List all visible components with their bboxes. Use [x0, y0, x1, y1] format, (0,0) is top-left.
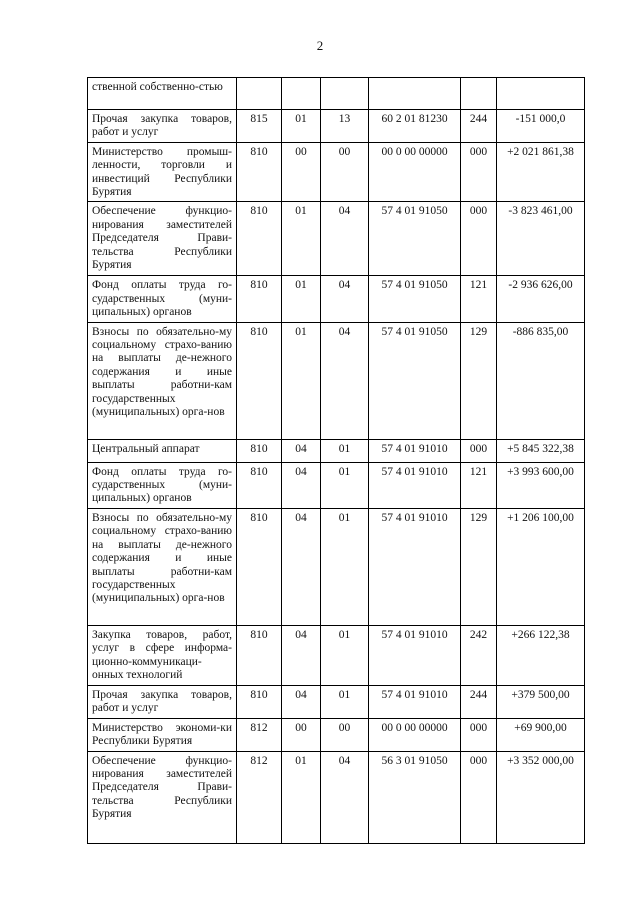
table-row	[88, 142, 585, 202]
row-amount: +1 206 100,00	[497, 508, 585, 625]
row-section: 00	[282, 142, 321, 202]
row-ministry-code: 810	[237, 202, 282, 276]
row-name: Министерство промыш-ленности, торговли и инвестиций Республики Бурятия	[88, 142, 237, 202]
row-amount: +3 993 600,00	[497, 462, 585, 508]
row-subsection: 01	[321, 508, 369, 625]
row-subsection: 04	[321, 322, 369, 439]
row-ministry-code	[237, 78, 282, 110]
table-row	[88, 202, 585, 276]
row-section: 01	[282, 110, 321, 143]
row-name: Взносы по обязательно-му социальному страхо-ванию на выплаты де-нежного содержания и иные выплаты работни-кам государственных (муниципальных) орга-нов	[88, 508, 237, 625]
row-name: Прочая закупка товаров, работ и услуг	[88, 685, 237, 718]
row-target-code: 57 4 01 91010	[369, 685, 461, 718]
row-ministry-code: 810	[237, 322, 282, 439]
row-expense-type: 000	[461, 142, 497, 202]
table-row	[88, 462, 585, 508]
row-section: 01	[282, 751, 321, 843]
row-expense-type: 000	[461, 202, 497, 276]
row-amount: +2 021 861,38	[497, 142, 585, 202]
budget-table	[87, 77, 585, 844]
row-amount: -886 835,00	[497, 322, 585, 439]
row-section: 01	[282, 322, 321, 439]
row-ministry-code: 810	[237, 439, 282, 462]
row-amount: +5 845 322,38	[497, 439, 585, 462]
page-number: 2	[316, 38, 324, 53]
row-expense-type: 129	[461, 508, 497, 625]
table-row	[88, 625, 585, 685]
row-section: 04	[282, 685, 321, 718]
row-section	[282, 78, 321, 110]
row-name: Фонд оплаты труда го-сударственных (муни-ципальных) органов	[88, 462, 237, 508]
table-row	[88, 78, 585, 110]
row-target-code: 57 4 01 91010	[369, 439, 461, 462]
table-row	[88, 322, 585, 439]
row-target-code: 00 0 00 00000	[369, 142, 461, 202]
row-subsection: 13	[321, 110, 369, 143]
row-expense-type: 000	[461, 718, 497, 751]
row-amount: +379 500,00	[497, 685, 585, 718]
row-amount: -2 936 626,00	[497, 276, 585, 322]
row-subsection: 04	[321, 751, 369, 843]
row-target-code: 57 4 01 91010	[369, 462, 461, 508]
row-ministry-code: 810	[237, 508, 282, 625]
row-section: 01	[282, 202, 321, 276]
row-target-code: 56 3 01 91050	[369, 751, 461, 843]
row-target-code	[369, 78, 461, 110]
row-amount: +69 900,00	[497, 718, 585, 751]
row-name: Фонд оплаты труда го-сударственных (муни-ципальных) органов	[88, 276, 237, 322]
row-subsection: 00	[321, 718, 369, 751]
row-ministry-code: 810	[237, 276, 282, 322]
row-section: 04	[282, 625, 321, 685]
row-target-code: 60 2 01 81230	[369, 110, 461, 143]
row-ministry-code: 812	[237, 751, 282, 843]
row-section: 04	[282, 439, 321, 462]
row-expense-type: 244	[461, 110, 497, 143]
row-name: Прочая закупка товаров, работ и услуг	[88, 110, 237, 143]
row-ministry-code: 810	[237, 685, 282, 718]
row-name: Обеспечение функцио-нирования заместителей Председателя Прави-тельства Республики Бурятия	[88, 202, 237, 276]
row-target-code: 57 4 01 91010	[369, 508, 461, 625]
row-section: 00	[282, 718, 321, 751]
row-expense-type: 000	[461, 751, 497, 843]
row-target-code: 57 4 01 91050	[369, 202, 461, 276]
row-name: ственной собственно-стью	[88, 78, 237, 110]
row-amount: -3 823 461,00	[497, 202, 585, 276]
row-subsection: 01	[321, 685, 369, 718]
table-row	[88, 718, 585, 751]
row-amount: +3 352 000,00	[497, 751, 585, 843]
table-row	[88, 276, 585, 322]
row-ministry-code: 810	[237, 625, 282, 685]
table-row	[88, 751, 585, 843]
row-subsection	[321, 78, 369, 110]
row-expense-type: 000	[461, 439, 497, 462]
row-expense-type: 244	[461, 685, 497, 718]
row-section: 04	[282, 462, 321, 508]
row-amount	[497, 78, 585, 110]
row-target-code: 00 0 00 00000	[369, 718, 461, 751]
row-expense-type: 121	[461, 276, 497, 322]
row-name: Взносы по обязательно-му социальному страхо-ванию на выплаты де-нежного содержания и иные выплаты работни-кам государственных (муниципальных) орга-нов	[88, 322, 237, 439]
table-row	[88, 110, 585, 143]
row-subsection: 04	[321, 202, 369, 276]
row-name: Центральный аппарат	[88, 439, 237, 462]
row-target-code: 57 4 01 91010	[369, 625, 461, 685]
table-row	[88, 439, 585, 462]
row-amount: +266 122,38	[497, 625, 585, 685]
table-row	[88, 685, 585, 718]
row-expense-type: 129	[461, 322, 497, 439]
row-expense-type: 121	[461, 462, 497, 508]
row-name: Министерство экономи-ки Республики Бурятия	[88, 718, 237, 751]
row-subsection: 00	[321, 142, 369, 202]
table-row	[88, 508, 585, 625]
row-amount: -151 000,0	[497, 110, 585, 143]
row-expense-type: 242	[461, 625, 497, 685]
row-ministry-code: 810	[237, 462, 282, 508]
row-name: Обеспечение функцио-нирования заместителей Председателя Прави-тельства Республики Бурятия	[88, 751, 237, 843]
row-ministry-code: 810	[237, 142, 282, 202]
row-subsection: 04	[321, 276, 369, 322]
row-target-code: 57 4 01 91050	[369, 322, 461, 439]
row-subsection: 01	[321, 439, 369, 462]
row-name: Закупка товаров, работ, услуг в сфере информа-ционно-коммуникаци-онных технологий	[88, 625, 237, 685]
row-expense-type	[461, 78, 497, 110]
row-subsection: 01	[321, 625, 369, 685]
row-ministry-code: 815	[237, 110, 282, 143]
row-section: 01	[282, 276, 321, 322]
row-ministry-code: 812	[237, 718, 282, 751]
row-target-code: 57 4 01 91050	[369, 276, 461, 322]
row-section: 04	[282, 508, 321, 625]
row-subsection: 01	[321, 462, 369, 508]
